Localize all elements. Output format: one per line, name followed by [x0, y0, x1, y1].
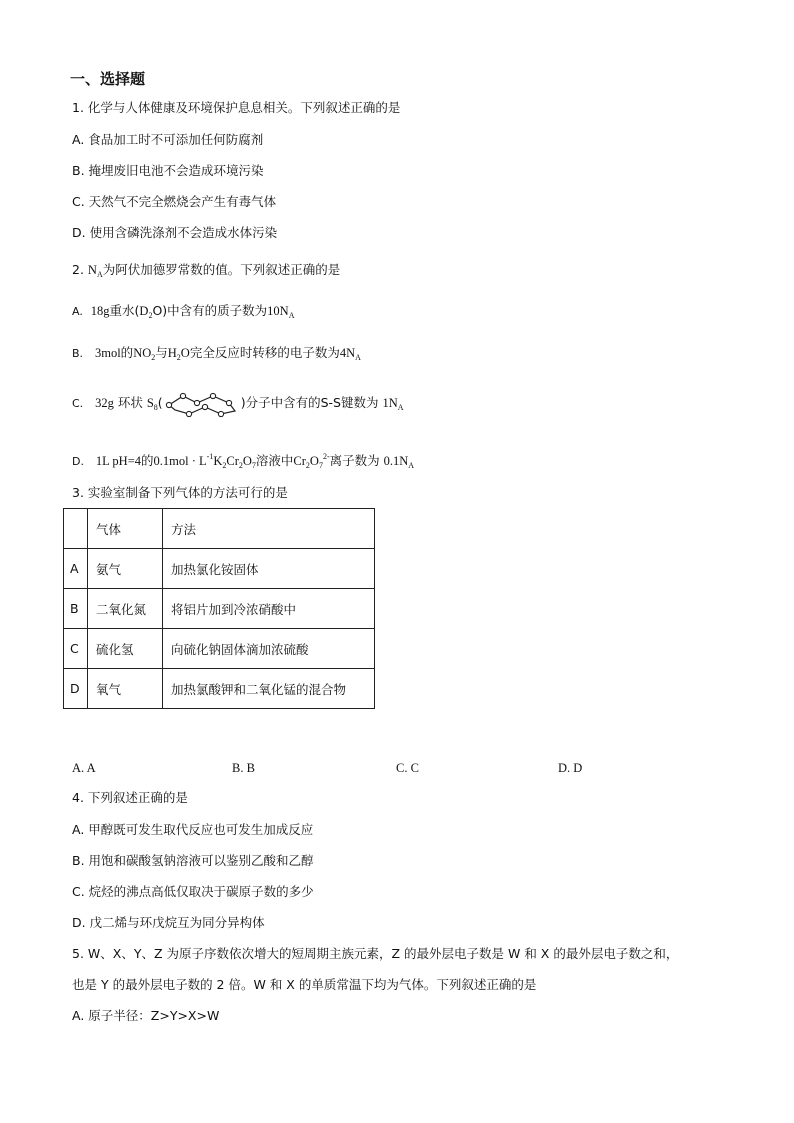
- table-cell: 将铝片加到冷浓硝酸中: [163, 589, 375, 629]
- q3-option-b: B. B: [232, 761, 255, 775]
- table-cell: 加热氯酸钾和二氧化锰的混合物: [163, 669, 375, 709]
- table-row: [64, 589, 375, 629]
- q3-table: [63, 508, 375, 709]
- q4-option-c: C. 烷烃的沸点高低仅取决于碳原子数的多少: [72, 884, 314, 899]
- table-row: [64, 549, 375, 589]
- q2-option-a: A. 18g重水$(D_2O)$中含有的质子数为$10N_A$: [72, 303, 295, 320]
- q3-stem: 3. 实验室制备下列气体的方法可行的是: [72, 485, 288, 500]
- table-row: [64, 629, 375, 669]
- s8-ring-structure-icon: [163, 389, 241, 419]
- q3-option-d: D. D: [558, 761, 583, 775]
- section-title: 一、选择题: [70, 70, 146, 88]
- table-header-gas: 气体: [88, 509, 163, 549]
- q2-option-c: C. 32g 环状 $S_8$( )分子中含有的S-S键数为 $1N_A$: [72, 388, 404, 423]
- q5-stem-line2: 也是 Y 的最外层电子数的 2 倍。W 和 X 的单质常温下均为气体。下列叙述正确的是: [72, 977, 537, 992]
- table-header-row: [64, 509, 375, 549]
- q2-option-d: D. 1L pH=4的$0.1mol \cdot L^{-1}K_2Cr_2O_7$溶液中$Cr_2O_7^{2-}$离子数为 $0.1N_A$: [72, 452, 415, 470]
- table-cell: 氧气: [88, 669, 163, 709]
- q4-option-b: B. 用饱和碳酸氢钠溶液可以鉴别乙酸和乙醇: [72, 853, 314, 868]
- table-cell: 向硫化钠固体滴加浓硫酸: [163, 629, 375, 669]
- q1-option-b: B. 掩埋废旧电池不会造成环境污染: [72, 163, 264, 178]
- table-cell: 氨气: [88, 549, 163, 589]
- table-header-method: 方法: [163, 509, 375, 549]
- q4-option-a: A. 甲醇既可发生取代反应也可发生加成反应: [72, 822, 314, 837]
- q3-option-c: C. C: [396, 761, 419, 775]
- q3-option-a: A. A: [72, 761, 96, 775]
- table-row: [64, 669, 375, 709]
- q2-stem: 2. $N_A$为阿伏加德罗常数的值。下列叙述正确的是: [72, 262, 341, 279]
- q4-stem: 4. 下列叙述正确的是: [72, 790, 188, 805]
- table-cell: [64, 509, 88, 549]
- table-cell: D: [64, 669, 88, 709]
- table-cell: C: [64, 629, 88, 669]
- q1-option-a: A. 食品加工时不可添加任何防腐剂: [72, 132, 264, 147]
- table-cell: B: [64, 589, 88, 629]
- table-cell: 硫化氢: [88, 629, 163, 669]
- q1-stem: 1. 化学与人体健康及环境保护息息相关。下列叙述正确的是: [72, 100, 401, 115]
- q4-option-d: D. 戊二烯与环戊烷互为同分异构体: [72, 915, 265, 930]
- table-cell: 加热氯化铵固体: [163, 549, 375, 589]
- q1-option-d: D. 使用含磷洗涤剂不会造成水体污染: [72, 225, 278, 240]
- table-cell: A: [64, 549, 88, 589]
- table-cell: 二氧化氮: [88, 589, 163, 629]
- q5-option-a: A. 原子半径：Z>Y>X>W: [72, 1008, 220, 1023]
- q1-option-c: C. 天然气不完全燃烧会产生有毒气体: [72, 194, 277, 209]
- q2-option-b: B. 3mol的$NO_2$与$H_2O$完全反应时转移的电子数为$4N_A$: [72, 345, 361, 362]
- q5-stem-line1: 5. W、X、Y、Z 为原子序数依次增大的短周期主族元素，Z 的最外层电子数是 W 和 X 的最外层电子数之和，: [72, 946, 679, 961]
